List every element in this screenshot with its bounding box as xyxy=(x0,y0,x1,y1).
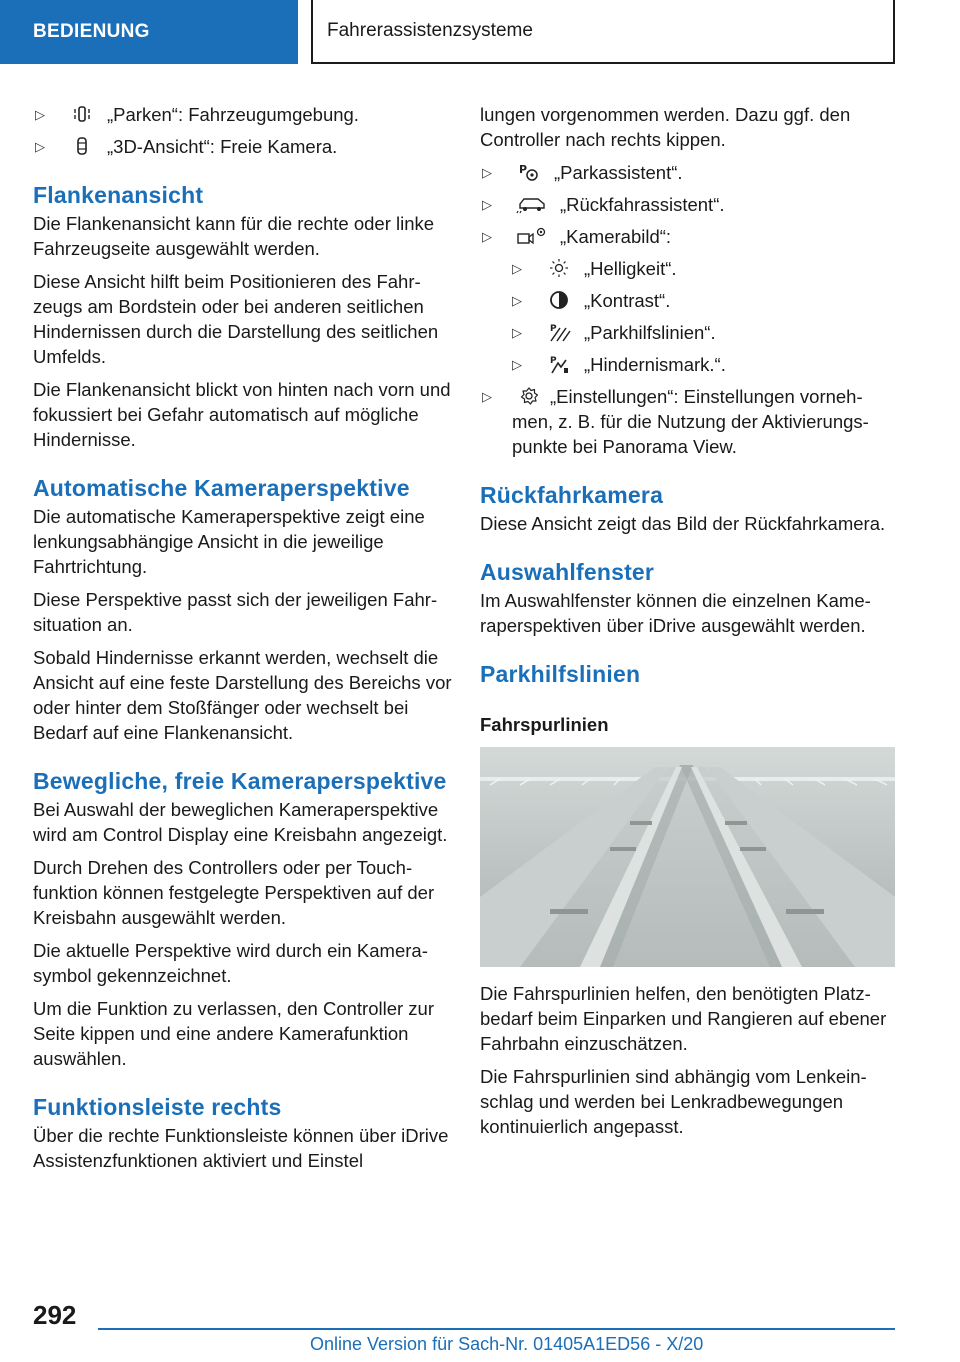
paragraph: Im Auswahlfenster können die einzelnen Kameraperspektiven über iDrive ausgewählt werden. xyxy=(480,590,871,636)
paragraph: Um die Funktion zu verlassen, den Controller zur Seite kippen und eine andere Kamerafunktion auswählen. xyxy=(33,998,435,1069)
bullet-triangle-icon: ▷ xyxy=(512,325,522,340)
list-item xyxy=(33,102,453,127)
parking-car-icon xyxy=(69,104,95,124)
list-item-text: „Parkassistent“. xyxy=(554,162,683,183)
list-item-text: „Helligkeit“. xyxy=(584,258,677,279)
paragraph: Durch Drehen des Controllers oder per Touchfunktion können festgelegte Perspektiven auf der Kreisbahn ausgewählt werden. xyxy=(33,857,435,928)
contrast-icon xyxy=(546,290,572,310)
bullet-triangle-icon: ▷ xyxy=(482,165,492,180)
list-subitem xyxy=(510,352,896,377)
list-item xyxy=(480,224,896,249)
list-item-text: „3D-Ansicht“: Freie Kamera. xyxy=(107,136,338,157)
3d-car-icon xyxy=(69,136,95,156)
list-item-text: „Kontrast“. xyxy=(584,290,671,311)
heading-funktionsleiste-rechts: Funktionsleiste rechts xyxy=(33,1094,282,1120)
list-item-text: „Rückfahrassistent“. xyxy=(560,194,725,215)
parking-lines-icon xyxy=(546,322,572,342)
paragraph: lungen vorgenommen werden. Dazu ggf. den Controller nach rechts kippen. xyxy=(480,104,851,150)
list-subitem xyxy=(510,256,896,281)
list-item-text: „Kamerabild“: xyxy=(560,226,672,247)
bullet-triangle-icon: ▷ xyxy=(35,139,45,154)
svg-text:P: P xyxy=(550,356,557,366)
paragraph: Sobald Hindernisse erkannt werden, wechselt die Ansicht auf eine feste Darstellung des Bereichs vor oder hinter dem Stoßfänger oder wechselt bei Bedarf auf eine Flankenansicht. xyxy=(33,647,452,743)
paragraph: Die automatische Kameraperspektive zeigt eine lenkungsabhängige Ansicht in die jeweilige Fahrtrichtung. xyxy=(33,506,425,577)
list-item xyxy=(480,160,896,185)
right-column xyxy=(480,102,896,1147)
list-item-text: „Parkhilfslinien“. xyxy=(584,322,716,343)
paragraph: Bei Auswahl der beweglichen Kameraperspektive wird am Control Display eine Kreisbahn angezeigt. xyxy=(33,799,448,845)
paragraph: Die Fahrspurlinien helfen, den benötigten Platzbedarf beim Einparken und Rangieren auf ebener Fahrbahn einzuschätzen. xyxy=(480,983,887,1054)
heading-auswahlfenster: Auswahlfenster xyxy=(480,559,655,585)
obstacle-marker-icon xyxy=(546,354,572,374)
svg-text:P: P xyxy=(550,324,557,334)
park-assist-icon xyxy=(516,162,542,182)
heading-flankenansicht: Flankenansicht xyxy=(33,182,204,208)
bullet-triangle-icon: ▷ xyxy=(512,293,522,308)
chapter-title: Fahrerassistenzsysteme xyxy=(311,0,895,64)
section-tab: BEDIENUNG xyxy=(0,0,298,64)
brightness-icon xyxy=(546,258,572,278)
bullet-triangle-icon: ▷ xyxy=(482,229,492,244)
paragraph: Die Flankenansicht blickt von hinten nach vorn und fokussiert bei Gefahr automatisch auf mögliche Hindernisse. xyxy=(33,379,451,450)
bullet-triangle-icon: ▷ xyxy=(512,357,522,372)
bullet-triangle-icon: ▷ xyxy=(35,107,45,122)
paragraph: Die Flankenansicht kann für die rechte oder linke Fahrzeugseite ausgewählt werden. xyxy=(33,213,435,259)
list-item-text: „Hindernismark.“. xyxy=(584,354,726,375)
list-item xyxy=(480,384,896,459)
paragraph: Die aktuelle Perspektive wird durch ein Kamerasymbol gekennzeichnet. xyxy=(33,940,428,986)
page-number: 292 xyxy=(33,1300,77,1330)
bullet-triangle-icon: ▷ xyxy=(482,197,492,212)
camera-settings-icon xyxy=(516,226,548,246)
reverse-assist-icon xyxy=(516,194,548,214)
paragraph: Über die rechte Funktionsleiste können über iDrive Assistenzfunktionen aktiviert und Einstel xyxy=(33,1125,449,1171)
list-item xyxy=(33,134,453,159)
subheading-fahrspurlinien: Fahrspurlinien xyxy=(480,714,609,735)
paragraph: Diese Perspektive passt sich der jeweiligen Fahrsituation an. xyxy=(33,589,438,635)
list-item-text: „Parken“: Fahrzeugumgebung. xyxy=(107,104,359,125)
left-column xyxy=(33,102,453,1181)
list-subitem xyxy=(510,288,896,313)
heading-parkhilfslinien: Parkhilfslinien xyxy=(480,661,641,687)
heading-rueckfahrkamera: Rückfahrkamera xyxy=(480,482,664,508)
gear-icon xyxy=(516,386,542,406)
bullet-triangle-icon: ▷ xyxy=(512,261,522,276)
paragraph: Die Fahrspurlinien sind abhängig vom Lenkeinschlag und werden bei Lenkradbewegungen kontinuierlich angepasst. xyxy=(480,1066,867,1137)
paragraph: Diese Ansicht hilft beim Positionieren des Fahrzeugs am Bordstein oder bei anderen seitlichen Hindernissen durch die Darstellung des seitlichen Umfelds. xyxy=(33,271,439,367)
lane-lines-illustration xyxy=(480,747,895,967)
heading-automatische-kameraperspektive: Automatische Kameraperspektive xyxy=(33,475,410,501)
svg-text:P: P xyxy=(519,163,528,176)
list-item xyxy=(480,192,896,217)
footer-divider xyxy=(98,1328,895,1330)
heading-bewegliche-kameraperspektive: Bewegliche, freie Kameraperspektive xyxy=(33,768,447,794)
paragraph: Diese Ansicht zeigt das Bild der Rückfahrkamera. xyxy=(480,513,886,534)
list-subitem xyxy=(510,320,896,345)
bullet-triangle-icon: ▷ xyxy=(482,389,492,404)
list-item-text: „Einstellungen“: Einstellungen vornehmen, z. B. für die Nutzung der Aktivierungspunkte bei Panorama View. xyxy=(512,386,869,457)
footer-text: Online Version für Sach-Nr. 01405A1ED56 - X/20 xyxy=(310,1334,704,1354)
